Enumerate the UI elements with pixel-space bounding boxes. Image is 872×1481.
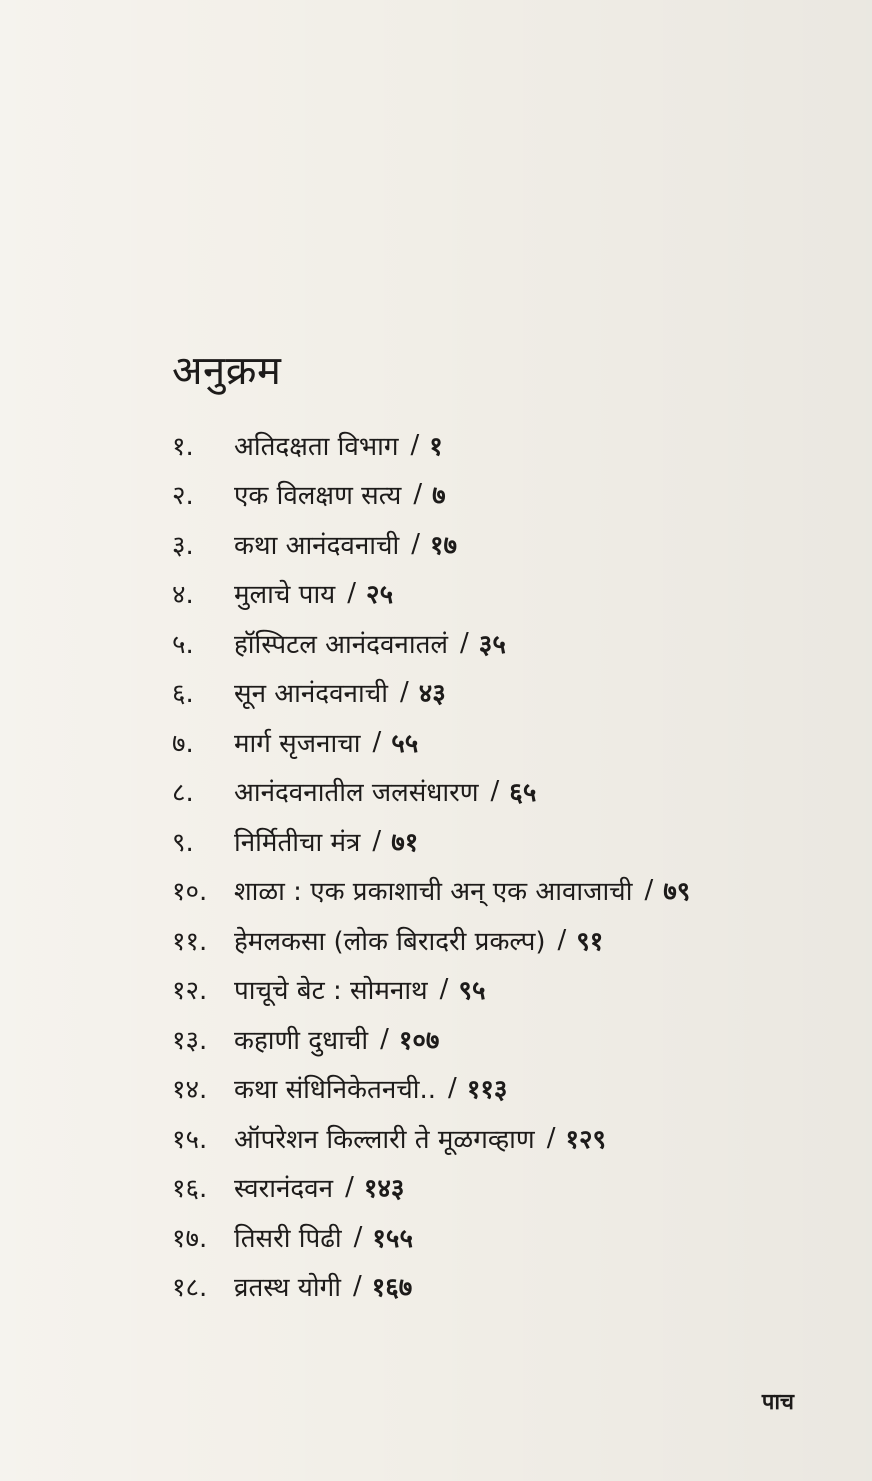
toc-entry-title: पाचूचे बेट : सोमनाथ xyxy=(234,976,428,1007)
toc-entry-title: कथा संधिनिकेतनची.. xyxy=(234,1075,437,1106)
toc-entry-number: ६. xyxy=(172,679,194,710)
toc-entry-page: ११३ xyxy=(466,1075,508,1106)
toc-entry-number: १७. xyxy=(172,1223,208,1254)
toc-entry-title: व्रतस्थ योगी xyxy=(234,1273,341,1304)
toc-entry-title: कहाणी दुधाची xyxy=(234,1025,369,1056)
toc-entry-separator: / xyxy=(399,677,409,708)
toc-entry xyxy=(172,816,822,866)
toc-entry-number: १४. xyxy=(172,1075,208,1106)
toc-entry-page: ६५ xyxy=(509,778,537,809)
toc-entry-page: १७ xyxy=(430,530,458,561)
toc-entry xyxy=(172,1212,822,1262)
toc-entry-number: १. xyxy=(172,431,194,462)
toc-entry-separator: / xyxy=(411,528,421,559)
toc-entry-separator: / xyxy=(448,1073,457,1104)
toc-entry xyxy=(172,569,822,619)
toc-entry-title: मुलाचे पाय xyxy=(234,580,336,611)
toc-entry-title: एक विलक्षण सत्य xyxy=(234,481,402,512)
toc-entry-separator: / xyxy=(439,974,449,1005)
toc-entry-separator: / xyxy=(372,825,382,856)
toc-entry xyxy=(172,668,822,718)
toc-entry-page: ९१ xyxy=(576,926,604,957)
toc-entry xyxy=(172,1262,822,1312)
toc-entry-number: १६. xyxy=(172,1174,208,1205)
toc-entry-title: कथा आनंदवनाची xyxy=(234,530,400,561)
toc-entry-page: ९५ xyxy=(458,976,486,1007)
toc-entry-separator: / xyxy=(372,726,382,757)
toc-entry-number: १३. xyxy=(172,1025,208,1056)
toc-entry-page: ७९ xyxy=(663,877,691,908)
toc-entry-page: १२९ xyxy=(565,1124,607,1155)
toc-entry-page: १६७ xyxy=(371,1273,413,1304)
toc-entry-number: १२. xyxy=(172,976,208,1007)
toc-entry-number: १०. xyxy=(172,877,208,908)
toc-entry xyxy=(172,1113,822,1163)
toc-entry xyxy=(172,915,822,965)
toc-entry-title: हेमलकसा (लोक बिरादरी प्रकल्प) xyxy=(234,926,546,957)
toc-entry xyxy=(172,866,822,916)
page-title: अनुक्रम xyxy=(172,347,282,394)
toc-entry-number: ८. xyxy=(172,778,194,809)
table-of-contents xyxy=(172,420,822,1311)
toc-entry-separator: / xyxy=(410,429,420,460)
toc-entry-title: मार्ग सृजनाचा xyxy=(234,728,361,759)
toc-entry-separator: / xyxy=(644,875,654,906)
toc-entry xyxy=(172,1163,822,1213)
toc-entry-page: १०७ xyxy=(398,1025,440,1056)
toc-entry-title: तिसरी पिढी xyxy=(234,1223,342,1254)
toc-entry-number: ११. xyxy=(172,926,208,957)
toc-entry-page: ७१ xyxy=(391,827,419,858)
toc-entry-page: १४३ xyxy=(363,1174,405,1205)
toc-entry-title: ऑपरेशन किल्लारी ते मूळगव्हाण xyxy=(234,1124,535,1155)
toc-entry-separator: / xyxy=(380,1023,389,1054)
toc-entry-title: निर्मितीचा मंत्र xyxy=(234,827,361,858)
toc-entry-separator: / xyxy=(352,1271,362,1302)
toc-entry-title: शाळा : एक प्रकाशाची अन् एक आवाजाची xyxy=(234,877,633,908)
toc-entry-number: १५. xyxy=(172,1124,208,1155)
toc-entry-page: १५५ xyxy=(372,1223,413,1254)
toc-entry-number: ५. xyxy=(172,629,194,660)
toc-entry xyxy=(172,767,822,817)
toc-entry-page: ५५ xyxy=(391,728,419,759)
toc-entry-separator: / xyxy=(353,1221,363,1252)
toc-entry-page: २५ xyxy=(366,580,394,611)
toc-entry xyxy=(172,965,822,1015)
toc-entry-title: स्वरानंदवन xyxy=(234,1174,334,1205)
toc-entry xyxy=(172,717,822,767)
toc-entry-separator: / xyxy=(347,578,357,609)
toc-entry xyxy=(172,618,822,668)
toc-entry-number: ७. xyxy=(172,728,194,759)
toc-entry-separator: / xyxy=(460,627,469,658)
toc-entry xyxy=(172,1064,822,1114)
toc-entry-number: १८. xyxy=(172,1273,208,1304)
toc-entry-title: सून आनंदवनाची xyxy=(234,679,388,710)
toc-entry-title: आनंदवनातील जलसंधारण xyxy=(234,778,479,809)
toc-entry-separator: / xyxy=(557,924,567,955)
toc-entry xyxy=(172,470,822,520)
toc-entry-page: ४३ xyxy=(418,679,446,710)
toc-entry-number: २. xyxy=(172,481,194,512)
toc-entry xyxy=(172,519,822,569)
toc-entry-separator: / xyxy=(413,479,423,510)
toc-entry xyxy=(172,1014,822,1064)
toc-entry-title: अतिदक्षता विभाग xyxy=(234,431,399,462)
toc-entry xyxy=(172,420,822,470)
toc-entry-title: हॉस्पिटल आनंदवनातलं xyxy=(234,629,449,660)
toc-entry-number: ४. xyxy=(172,580,194,611)
toc-entry-separator: / xyxy=(345,1172,354,1203)
toc-entry-number: ३. xyxy=(172,530,194,561)
toc-entry-page: १ xyxy=(429,431,443,462)
toc-entry-separator: / xyxy=(490,776,500,807)
toc-entry-page: ३५ xyxy=(478,629,506,660)
toc-entry-separator: / xyxy=(546,1122,556,1153)
toc-entry-number: ९. xyxy=(172,827,194,858)
toc-entry-page: ७ xyxy=(432,481,446,512)
page-number-label: पाच xyxy=(761,1390,794,1415)
